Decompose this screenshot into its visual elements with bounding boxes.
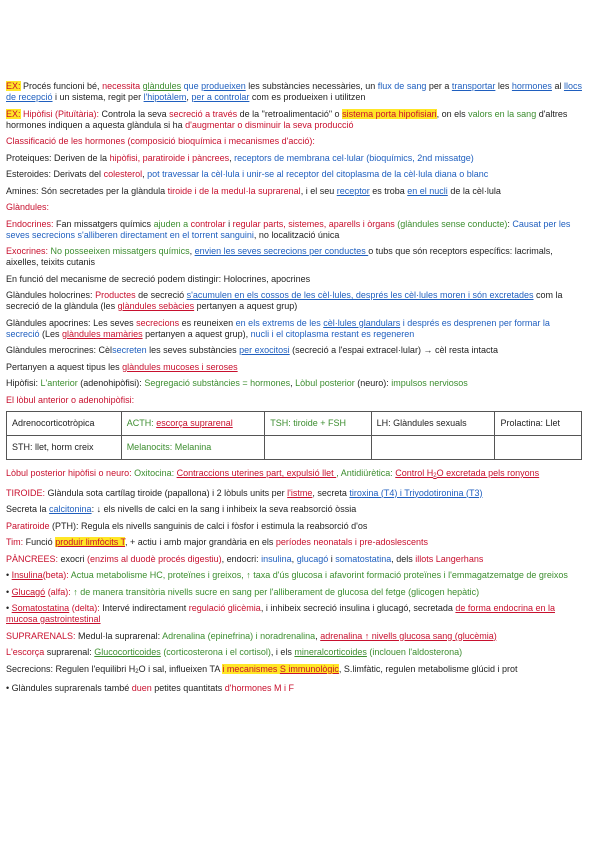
text-run: Tim: — [6, 537, 24, 547]
text-run: Oxitocina: — [131, 468, 177, 478]
text-run: cèl·lules glandulars — [323, 317, 401, 328]
text-run: : ↓ els nivells de calci en la sang i inhibeix la seva reabsorció òssia — [91, 504, 357, 514]
text-run: l'hipotàlem — [143, 92, 187, 102]
text-run: Pertanyen a aquest tipus les — [6, 361, 123, 372]
text-run: Control H — [395, 468, 434, 478]
text-run: de la "retroalimentació" o — [237, 108, 343, 119]
text-run: que — [181, 81, 202, 91]
text-run: SUPRARENALS: — [6, 630, 76, 641]
text-run: Glucagó — [11, 586, 46, 597]
paragraph-suprarenals — [6, 631, 582, 642]
text-run: Somatostatina — [11, 603, 70, 613]
text-run: No posseeixen missatgers químics — [48, 246, 190, 256]
paragraph-tim — [6, 537, 582, 548]
text-run: controlar — [190, 218, 226, 229]
text-run: STH: llet, horm creix — [12, 442, 94, 452]
text-run: Secreta la — [6, 504, 50, 514]
text-run: L'escorça — [6, 647, 45, 657]
text-run: , dels — [391, 553, 416, 564]
text-run: calcitonina — [49, 504, 92, 514]
text-run: pertanyen a aquest grup), — [142, 328, 251, 339]
text-run: Paratiroide — [6, 520, 50, 531]
text-run: Intervé indirectament — [99, 603, 189, 613]
text-run: impulsos nerviosos — [391, 378, 468, 388]
paragraph-amines — [6, 186, 582, 197]
text-run: d'altres hormones indiquen a aquesta glàndula si ha — [6, 108, 568, 130]
text-run: Cèl — [96, 345, 113, 355]
text-run: colesterol — [103, 169, 143, 179]
text-run: mineralcorticoides — [294, 647, 367, 657]
text-run: , S.limfàtic, regulen metabolisme glúcid i prot — [338, 663, 518, 674]
text-run: , on els — [436, 108, 469, 119]
paragraph-mecanisme-secrecio — [6, 274, 582, 285]
text-run: escorça suprarenal — [156, 418, 233, 428]
text-run: Lòbul posterior hipòfisi o neuro: — [6, 468, 132, 478]
text-run: de secreció — [135, 290, 187, 300]
text-run: 2 — [433, 473, 437, 479]
text-run: necessita — [102, 81, 141, 91]
text-run: adrenalina ↑ nivells glucosa sang (glucèmia) — [320, 630, 497, 641]
text-run: , i els — [270, 647, 295, 657]
paragraph-glucago — [6, 587, 582, 598]
text-run: EX: — [6, 81, 21, 91]
text-run: O excretada pels ronyons — [436, 468, 540, 478]
text-run: Insulina — [11, 570, 43, 580]
text-run: les — [495, 81, 512, 91]
text-run: Secrecions: Regulen l'equilibri H — [6, 663, 136, 674]
paragraph-endocrines — [6, 219, 582, 241]
text-run: hipòfisi, paratiroide i pàncrees — [109, 152, 230, 163]
text-run: (inclouen l'aldosterona) — [366, 647, 463, 657]
text-run: hormones — [511, 81, 552, 91]
paragraph-mucoses-seroses — [6, 362, 582, 373]
text-run: (PTH): Regula els nivells sanguinis de calci i fòsfor i estimula la reabsorció d'os — [49, 520, 368, 531]
text-run: (Les — [39, 328, 63, 339]
text-run: Contraccions uterines part, expulsió llet — [176, 468, 337, 478]
text-run: d'hormones M i F — [224, 683, 295, 693]
paragraph-somatostatina — [6, 603, 582, 625]
text-run: (neuro): — [354, 378, 392, 388]
text-run: Prolactina: Llet — [500, 418, 561, 428]
paragraph-escorca-suprarenal — [6, 647, 582, 658]
text-run: , endocri: — [221, 553, 262, 564]
text-run: (alfa): — [45, 586, 71, 597]
text-run: regulació glicèmia — [188, 603, 261, 613]
text-run: glàndules sebàcies — [117, 301, 195, 311]
text-run: duen — [131, 683, 152, 693]
text-run: (enzims al duodè procés digestiu) — [87, 553, 222, 564]
text-run: com la secreció de la glàndula (les — [6, 290, 563, 311]
text-run: suprarenal: — [44, 647, 95, 657]
text-run: ACTH: — [126, 418, 157, 428]
text-run: • Glàndules suprarenals també — [6, 683, 132, 693]
table-cell — [495, 436, 582, 460]
text-run: , — [142, 169, 148, 179]
adenohipofisi-hormone-table — [6, 411, 582, 460]
table-cell — [495, 412, 582, 436]
text-run: ↑ de manera transitòria nivells sucre en sang per l'alliberament de glucosa del fetge (glicogen hepàtic) — [70, 586, 480, 597]
text-run: Procés funcioni bé, — [20, 81, 103, 91]
text-run: Classificació de les hormones (composició bioquímica i mecanismes d'acció): — [6, 136, 315, 146]
text-run: Adrenocorticotròpica — [12, 418, 95, 428]
text-run: Glàndula sota cartílag tiroide (papallona) i 2 lòbuls units per — [45, 487, 288, 498]
document-content — [6, 81, 582, 700]
paragraph-calcitonina — [6, 504, 582, 515]
text-run: les seves substàncies — [146, 345, 240, 355]
text-run: glàndules mucoses i seroses — [122, 361, 238, 372]
text-run: valors en la sang — [468, 108, 537, 119]
paragraph-classificacio-hormones — [6, 136, 582, 147]
text-run: i un sistema, regit per — [52, 92, 144, 102]
text-run: al — [551, 81, 564, 91]
paragraph-holocrines — [6, 290, 582, 312]
text-run: secreció a través — [169, 108, 238, 119]
text-run: , — [189, 246, 195, 256]
text-run: i — [328, 553, 336, 564]
text-run: , no localització única — [253, 229, 340, 240]
text-run: produir limfòcits T — [55, 537, 126, 547]
text-run: • — [6, 570, 12, 580]
paragraph-tiroide — [6, 488, 582, 499]
text-run: , secreta — [312, 487, 350, 498]
text-run: En funció del mecanisme de secreció podem distingir: Holocrines, apocrines — [6, 273, 311, 284]
text-run: (glàndules sense conducte) — [397, 218, 508, 229]
text-run: secreten — [112, 345, 147, 355]
text-run: El lòbul anterior o adenohipòfisi: — [6, 394, 135, 405]
text-run: somatostatina — [335, 553, 392, 564]
text-run: EX: — [6, 108, 21, 119]
text-run: • — [6, 586, 12, 597]
text-run: , — [291, 553, 297, 564]
paragraph-exocrines — [6, 246, 582, 268]
text-run: Glàndules apocrines: — [6, 317, 91, 328]
text-run: Segregació substàncies = hormones — [144, 378, 291, 388]
text-run: Controla la seva — [99, 108, 170, 119]
text-run: , + actiu i amb major grandària en els — [125, 537, 276, 547]
text-run: pertanyen a aquest grup) — [194, 301, 298, 311]
text-run: tiroxina (T4) i Triyodotironina (T3) — [349, 487, 483, 498]
text-run: i — [225, 218, 233, 229]
table-cell — [265, 412, 371, 436]
text-run: Hipòfisi: — [6, 378, 39, 388]
text-run: per a — [426, 81, 452, 91]
text-run: l'istme — [287, 487, 313, 498]
table-row — [7, 412, 582, 436]
paragraph-esteroides — [6, 169, 582, 180]
text-run: flux de sang — [377, 81, 427, 91]
notes-block-top — [6, 81, 582, 406]
text-run: Lòbul posterior — [295, 378, 355, 388]
text-run: O i sal, influeixen TA — [138, 663, 223, 674]
text-run: petites quantitats — [151, 683, 225, 693]
text-run: parts, sistemes, aparells i òrgans — [263, 218, 395, 229]
text-run: Fan missatgers químics — [53, 218, 154, 229]
text-run: Són secretades per la glàndula — [38, 185, 168, 196]
text-run: i mecanismes — [222, 663, 280, 674]
text-run: glàndules mamàries — [62, 328, 143, 339]
paragraph-secrecions — [6, 664, 582, 678]
text-run: S immunològic — [279, 663, 339, 674]
text-run: (delta): — [69, 603, 100, 613]
text-run: Medul·la suprarenal: — [75, 630, 163, 641]
paragraph-glandules-heading — [6, 202, 582, 213]
table-cell — [121, 436, 265, 460]
text-run: receptors de membrana cel·lular (bioquímics, 2nd missatge) — [234, 152, 474, 163]
text-run: Causat per les seves secrecions s'alliberen directament en el torrent sanguini — [6, 218, 571, 240]
table-cell — [121, 412, 265, 436]
table-cell — [7, 436, 122, 460]
text-run: envien les seves secrecions per conductes — [194, 246, 369, 256]
text-run: es reuneixen — [179, 317, 236, 328]
text-run: Proteiques: — [6, 152, 52, 163]
text-run: períodes neonatals i pre-adoslescents — [275, 537, 428, 547]
text-run: Derivats del — [51, 169, 104, 179]
paragraph-insulina — [6, 570, 582, 581]
text-run: , Antidiürètica: — [336, 468, 396, 478]
text-run: receptor — [336, 185, 370, 196]
text-run: glucagó — [296, 553, 329, 564]
text-run: en el nucli — [407, 185, 448, 196]
table-cell — [371, 436, 495, 460]
text-run: Exocrines: — [6, 246, 49, 256]
paragraph-apocrines — [6, 318, 582, 340]
text-run: per a controlar — [191, 92, 250, 102]
text-run: tiroide i de la medul·la suprarenal — [167, 185, 301, 196]
text-run: transportar — [451, 81, 496, 91]
text-run: d'augmentar o disminuir la seva producció — [185, 119, 354, 130]
text-run: de forma endocrina en la mucosa gastrointestinal — [6, 603, 555, 624]
text-run: : — [507, 218, 513, 229]
text-run: llocs de recepció — [6, 81, 582, 102]
text-run: Actua metabolisme HC, proteïnes i greixos, ↑ taxa d'ús glucosa i afavorint formació proteïnes i l'emmagatzematge de greixos — [68, 570, 568, 580]
text-run: ajuden a — [153, 218, 189, 229]
text-run: TSH: tiroide + FSH — [270, 418, 346, 428]
text-run: (secreció a l'espai extracel·lular) → cèl resta intacta — [289, 345, 498, 355]
text-run: , i el seu — [300, 185, 337, 196]
paragraph-merocrines — [6, 345, 582, 356]
text-run: glàndules — [142, 81, 182, 91]
text-run: o tubs que són receptors específics: lacrimals, aixelles, teixits cutanis — [6, 246, 553, 267]
text-run: , — [290, 378, 296, 388]
text-run: , i inhibeix secreció insulina i glucagó, secretada — [260, 603, 456, 613]
text-run: Glàndules: — [6, 202, 50, 212]
text-run: secrecions — [136, 317, 180, 328]
text-run: sistema porta hipofisiari — [342, 108, 437, 119]
text-run: en els extrems de les — [235, 317, 324, 328]
paragraph-lobul-anterior — [6, 395, 582, 406]
paragraph-lobul-posterior — [6, 468, 582, 482]
paragraph-glandules-suprarenals — [6, 683, 582, 694]
text-run: s'acumulen en els cossos de les cèl·lules, després les cèl·lules moren i són excretades — [186, 290, 534, 300]
text-run: nucli i el citoplasma restant es regeneren — [250, 328, 415, 339]
notes-block-bottom — [6, 468, 582, 694]
paragraph-paratiroide — [6, 521, 582, 532]
text-run: , — [186, 92, 192, 102]
text-run: • — [6, 603, 12, 613]
text-run: (adenohipòfisi): — [77, 378, 145, 388]
text-run: (corticosterona i el cortisol) — [160, 647, 271, 657]
text-run: Glucocorticoides — [94, 647, 161, 657]
text-run: Les seves — [90, 317, 137, 328]
text-run: L'anterior — [38, 378, 78, 388]
text-run: les substàncies necessàries, un — [245, 81, 378, 91]
paragraph-ex-hipofisi — [6, 109, 582, 131]
text-run: LH: Glàndules sexuals — [376, 418, 467, 428]
text-run: de la cèl·lula — [447, 185, 501, 196]
paragraph-hipofisi-lobuls — [6, 378, 582, 389]
text-run: , — [315, 630, 321, 641]
text-run: es troba — [369, 185, 408, 196]
text-run: Glàndules holocrines: — [6, 290, 93, 300]
text-run: 2 — [135, 668, 139, 675]
text-run: Glàndules merocrines: — [6, 345, 97, 355]
text-run: Funció — [23, 537, 56, 547]
text-run: per exocitosi — [239, 345, 290, 355]
text-run: Endocrines: — [6, 218, 54, 229]
paragraph-pancrees — [6, 554, 582, 565]
text-run: Amines: — [6, 185, 39, 196]
text-run: , — [229, 152, 235, 163]
paragraph-ex-proces-funcional — [6, 81, 582, 103]
text-run: produeixen — [201, 81, 246, 91]
table-cell — [265, 436, 371, 460]
table-cell — [371, 412, 495, 436]
paragraph-proteiques — [6, 153, 582, 164]
text-run: illots Langerhans — [415, 553, 484, 564]
text-run: i després es desprenen per formar la secreció — [6, 317, 550, 339]
text-run: Melanocits: Melanina — [126, 442, 212, 452]
text-run: (beta): — [42, 570, 69, 580]
text-run: com es produeixen i utilitzen — [249, 92, 366, 102]
text-run: pot travessar la cèl·lula i unir-se al receptor del citoplasma de la cèl·lula diana o blanc — [147, 169, 489, 179]
text-run: Deriven de la — [51, 152, 110, 163]
text-run: Productes — [92, 290, 136, 300]
text-run: exocri — [58, 553, 88, 564]
table-row — [7, 436, 582, 460]
text-run: Hipòfisi (Pituïtària): — [20, 108, 100, 119]
text-run: insulina — [261, 553, 292, 564]
text-run: PÀNCREES: — [6, 553, 59, 564]
table-cell — [7, 412, 122, 436]
text-run: regular — [232, 218, 261, 229]
text-run: Adrenalina (epinefrina) i noradrenalina — [162, 630, 316, 641]
text-run: TIROIDE: — [6, 487, 46, 498]
text-run: Esteroides: — [6, 169, 52, 179]
